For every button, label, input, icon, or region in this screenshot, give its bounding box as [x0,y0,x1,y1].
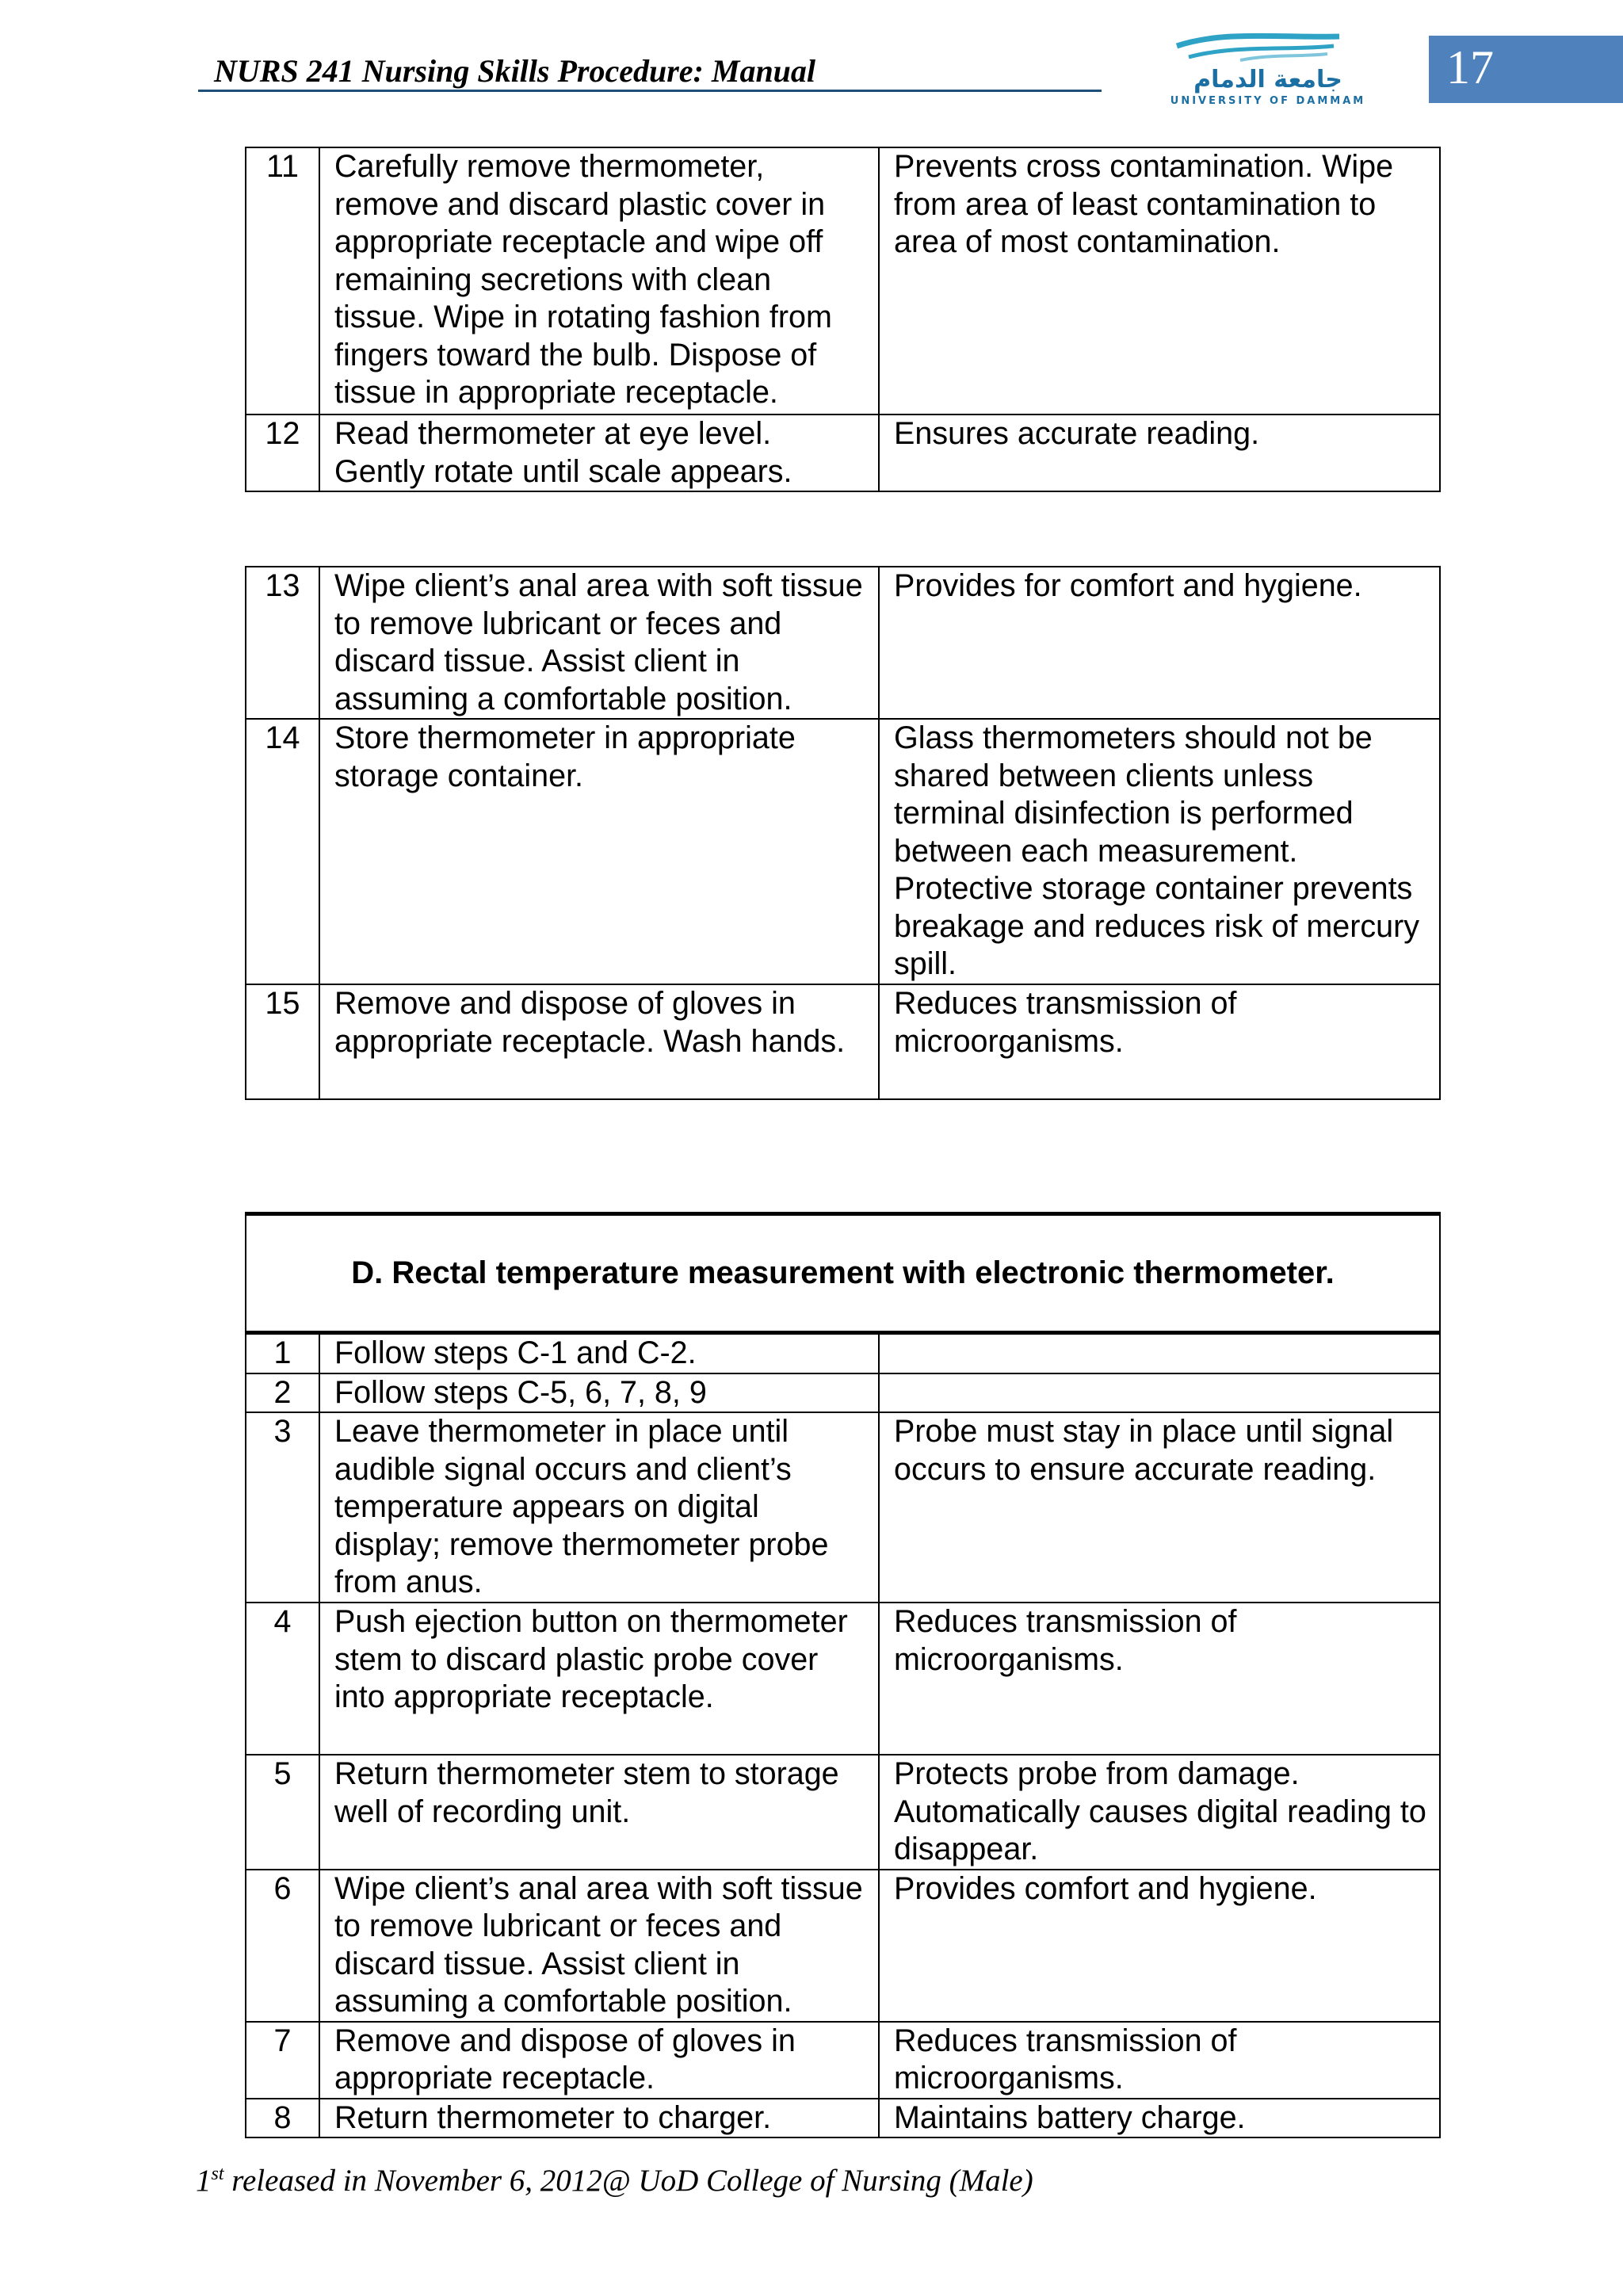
footer-release-note [196,2163,1033,2199]
step-number: 14 [246,719,319,984]
step-action: Return thermometer to charger. [319,2099,879,2138]
step-number: 15 [246,984,319,1099]
step-action: Wipe client’s anal area with soft tissue to remove lubricant or feces and discard tissue. Assist client in assuming a comfortable position. [319,1870,879,2022]
step-rationale [879,1333,1440,1373]
logo-arabic-text: جامعة الدمام [1193,66,1342,94]
table-row [246,567,1440,719]
footer-text: released in November 6, 2012@ UoD College of Nursing (Male) [223,2164,1033,2198]
step-action: Follow steps C-5, 6, 7, 8, 9 [319,1373,879,1413]
table-title-row [246,1214,1440,1333]
step-rationale: Reduces transmission of microorganisms. [879,1603,1440,1755]
table-row [246,415,1440,491]
step-number: 3 [246,1412,319,1603]
step-number: 5 [246,1755,319,1870]
step-rationale: Reduces transmission of microorganisms. [879,2022,1440,2099]
step-rationale: Prevents cross contamination. Wipe from area of least contamination to area of most contamination. [879,147,1440,415]
step-number: 4 [246,1603,319,1755]
step-action: Return thermometer stem to storage well of recording unit. [319,1755,879,1870]
step-action: Store thermometer in appropriate storage container. [319,719,879,984]
step-number: 8 [246,2099,319,2138]
step-number: 6 [246,1870,319,2022]
table-row [246,1373,1440,1413]
step-number: 11 [246,147,319,415]
step-action: Follow steps C-1 and C-2. [319,1333,879,1373]
table-row [246,1412,1440,1603]
step-number: 7 [246,2022,319,2099]
university-logo [1129,30,1391,109]
step-rationale: Protects probe from damage. Automatically causes digital reading to disappear. [879,1755,1440,1870]
page-number: 17 [1446,41,1494,94]
step-action: Wipe client’s anal area with soft tissue to remove lubricant or feces and discard tissue. Assist client in assuming a comfortable position. [319,567,879,719]
step-action: Carefully remove thermometer, remove and discard plastic cover in appropriate receptacle and wipe off remaining secretions with clean tissue. Wipe in rotating fashion from fingers toward the bulb. Dispose of tissue in appropriate receptacle. [319,147,879,415]
step-action: Remove and dispose of gloves in appropriate receptacle. Wash hands. [319,984,879,1099]
table-row [246,1603,1440,1755]
step-action: Push ejection button on thermometer stem to discard plastic probe cover into appropriate receptacle. [319,1603,879,1755]
logo-english-text: UNIVERSITY OF DAMMAM [1170,95,1366,107]
procedure-table-3 [245,1212,1441,2138]
procedure-table-2 [245,566,1441,1100]
step-rationale: Probe must stay in place until signal occurs to ensure accurate reading. [879,1412,1440,1603]
table-row [246,1870,1440,2022]
step-rationale: Provides for comfort and hygiene. [879,567,1440,719]
step-rationale: Ensures accurate reading. [879,415,1440,491]
table-row [246,1333,1440,1373]
step-rationale: Reduces transmission of microorganisms. [879,984,1440,1099]
footer-ordinal: 1 [196,2164,212,2198]
step-action: Read thermometer at eye level. Gently rotate until scale appears. [319,415,879,491]
procedure-table-1 [245,147,1441,492]
table-row [246,147,1440,415]
step-rationale: Maintains battery charge. [879,2099,1440,2138]
step-number: 13 [246,567,319,719]
step-rationale: Provides comfort and hygiene. [879,1870,1440,2022]
step-number: 2 [246,1373,319,1413]
section-title: D. Rectal temperature measurement with electronic thermometer. [246,1214,1440,1333]
step-rationale: Glass thermometers should not be shared between clients unless terminal disinfection is performed between each measurement. Protective storage container prevents breakage and reduces risk of mercury spill. [879,719,1440,984]
table-row [246,2022,1440,2099]
footer-ordinal-suffix: st [211,2164,224,2184]
table-row [246,1755,1440,1870]
table-row [246,984,1440,1099]
table-row [246,719,1440,984]
logo-waves-icon [1129,30,1391,109]
table-row [246,2099,1440,2138]
step-number: 1 [246,1333,319,1373]
step-action: Remove and dispose of gloves in appropriate receptacle. [319,2022,879,2099]
step-rationale [879,1373,1440,1413]
header-rule [198,90,1102,92]
header-title: NURS 241 Nursing Skills Procedure: Manual [214,53,816,89]
step-number: 12 [246,415,319,491]
page-number-box [1429,36,1623,103]
step-action: Leave thermometer in place until audible signal occurs and client’s temperature appears on digital display; remove thermometer probe from anus. [319,1412,879,1603]
